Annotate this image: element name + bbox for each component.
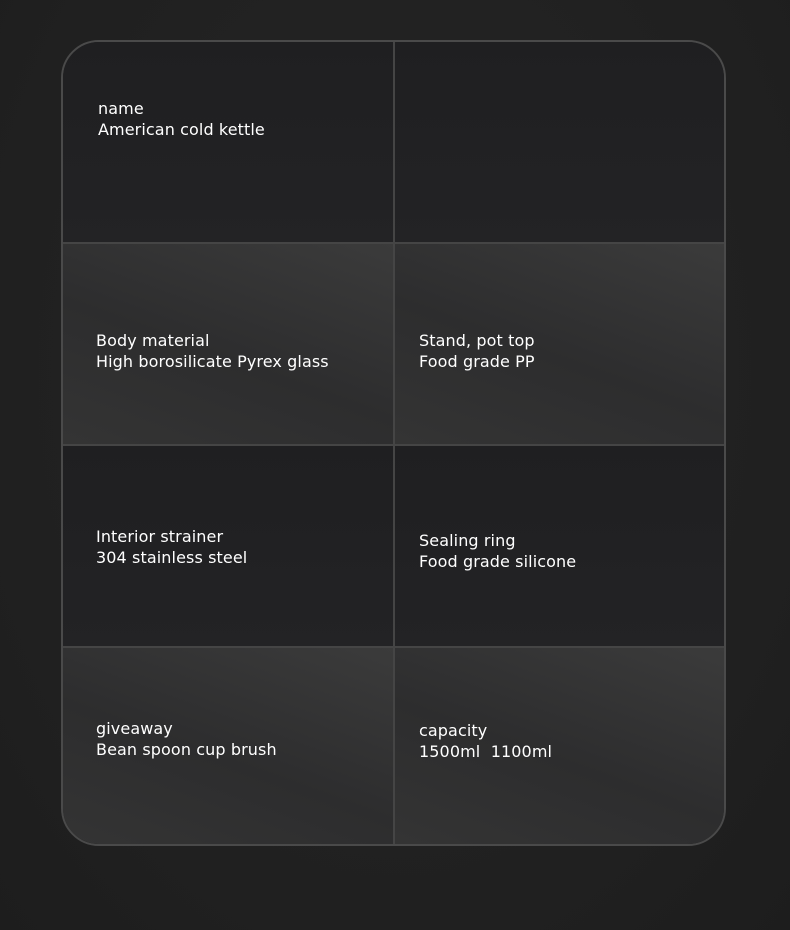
spec-cell-stand (395, 242, 726, 444)
spec-label: Body material (96, 331, 210, 350)
spec-value: 1500ml 1100ml (419, 742, 553, 761)
spec-value: Bean spoon cup brush (96, 740, 277, 759)
spec-cell-body-material (63, 242, 395, 444)
spec-giveaway (96, 718, 277, 760)
spec-stand (419, 330, 535, 372)
spec-label: Interior strainer (96, 527, 224, 546)
spec-strainer (96, 526, 247, 568)
spec-cell-giveaway (63, 646, 395, 844)
spec-value: High borosilicate Pyrex glass (96, 352, 329, 371)
spec-label: name (98, 99, 144, 118)
spec-cell-name (63, 42, 395, 242)
spec-cell-sealing (395, 444, 726, 646)
spec-body-material (96, 330, 329, 372)
spec-sealing (419, 530, 576, 572)
spec-table (61, 40, 726, 846)
spec-label: capacity (419, 721, 488, 740)
spec-label: Stand, pot top (419, 331, 535, 350)
spec-value: Food grade silicone (419, 552, 577, 571)
spec-cell-capacity (395, 646, 726, 844)
spec-label: giveaway (96, 719, 173, 738)
spec-value: Food grade PP (419, 352, 535, 371)
spec-value: American cold kettle (98, 120, 265, 139)
spec-label: Sealing ring (419, 531, 516, 550)
spec-cell-empty (395, 42, 726, 242)
spec-cell-strainer (63, 444, 395, 646)
spec-capacity (419, 720, 552, 762)
spec-value: 304 stainless steel (96, 548, 248, 567)
spec-name (98, 98, 265, 140)
